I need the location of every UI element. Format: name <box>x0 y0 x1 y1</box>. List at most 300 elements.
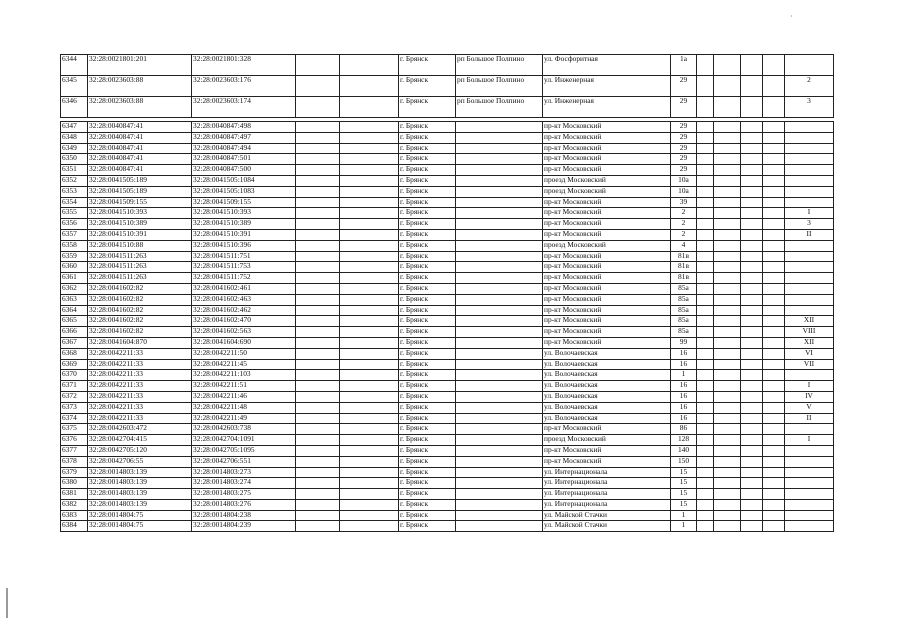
cell-parcel-number: 32:28:0014804:75 <box>88 521 192 532</box>
cell-settlement <box>456 413 543 424</box>
cell-empty <box>697 348 714 359</box>
cell-empty <box>697 327 714 338</box>
cell-empty <box>763 391 785 402</box>
cell-settlement <box>456 424 543 435</box>
cell-empty <box>296 175 340 186</box>
cell-unit <box>785 186 834 197</box>
cell-unit: 3 <box>785 219 834 230</box>
cell-city: г. Брянск <box>399 143 456 154</box>
cell-empty <box>741 219 763 230</box>
cell-empty <box>714 316 741 327</box>
cell-empty <box>714 240 741 251</box>
cell-object-number: 32:28:0041602:563 <box>192 327 296 338</box>
cell-empty <box>763 76 785 97</box>
cell-object-number: 32:28:0041602:470 <box>192 316 296 327</box>
cell-settlement: рп Большое Полпино <box>456 97 543 118</box>
cell-empty <box>714 521 741 532</box>
cell-empty <box>741 510 763 521</box>
cell-street: пр-кт Московский <box>543 305 671 316</box>
cell-house: 29 <box>671 132 697 143</box>
cell-empty <box>741 229 763 240</box>
cell-empty <box>714 283 741 294</box>
cell-street: ул. Волочаевская <box>543 370 671 381</box>
cell-settlement <box>456 510 543 521</box>
cell-empty <box>714 175 741 186</box>
cell-empty <box>763 337 785 348</box>
cell-empty <box>340 55 399 76</box>
table-row <box>61 467 834 478</box>
cell-parcel-number: 32:28:0041602:82 <box>88 327 192 338</box>
table-row <box>61 143 834 154</box>
cell-empty <box>714 445 741 456</box>
cell-empty <box>296 489 340 500</box>
cell-empty <box>296 359 340 370</box>
cell-street: ул. Майской Стачки <box>543 510 671 521</box>
table-row <box>61 208 834 219</box>
cell-parcel-number: 32:28:0042706:55 <box>88 456 192 467</box>
cell-settlement <box>456 348 543 359</box>
cell-settlement: рп Большое Полпино <box>456 76 543 97</box>
cell-house: 85а <box>671 305 697 316</box>
cell-parcel-number: 32:28:0014804:75 <box>88 510 192 521</box>
cell-parcel-number: 32:28:0042211:33 <box>88 370 192 381</box>
cell-city: г. Брянск <box>399 370 456 381</box>
cell-row-number: 6384 <box>61 521 88 532</box>
cell-empty <box>340 316 399 327</box>
table-row <box>61 391 834 402</box>
cell-unit: II <box>785 413 834 424</box>
cell-row-number: 6360 <box>61 262 88 273</box>
cell-parcel-number: 32:28:0014803:139 <box>88 499 192 510</box>
cell-object-number: 32:28:0040847:500 <box>192 165 296 176</box>
cell-house: 10а <box>671 175 697 186</box>
cell-empty <box>697 456 714 467</box>
cell-house: 16 <box>671 381 697 392</box>
cell-empty <box>296 283 340 294</box>
table-row <box>61 273 834 284</box>
cell-unit: I <box>785 208 834 219</box>
cell-empty <box>763 348 785 359</box>
cell-city: г. Брянск <box>399 229 456 240</box>
cell-empty <box>714 305 741 316</box>
cell-empty <box>741 305 763 316</box>
cell-empty <box>763 370 785 381</box>
cell-empty <box>697 391 714 402</box>
cell-empty <box>741 467 763 478</box>
table-row <box>61 175 834 186</box>
cell-empty <box>763 316 785 327</box>
cell-city: г. Брянск <box>399 55 456 76</box>
cell-city: г. Брянск <box>399 337 456 348</box>
cell-row-number: 6370 <box>61 370 88 381</box>
cell-row-number: 6354 <box>61 197 88 208</box>
register-sheet <box>60 54 834 532</box>
cell-empty <box>763 273 785 284</box>
cell-empty <box>763 143 785 154</box>
cell-house: 15 <box>671 467 697 478</box>
cell-empty <box>296 370 340 381</box>
cell-empty <box>714 499 741 510</box>
cell-empty <box>697 402 714 413</box>
cell-unit: VII <box>785 359 834 370</box>
cell-empty <box>340 402 399 413</box>
cell-settlement <box>456 165 543 176</box>
cell-empty <box>697 294 714 305</box>
cell-settlement <box>456 478 543 489</box>
cell-empty <box>340 208 399 219</box>
cell-empty <box>296 467 340 478</box>
cell-unit <box>785 251 834 262</box>
table-row <box>61 499 834 510</box>
cell-empty <box>714 132 741 143</box>
cell-row-number: 6345 <box>61 76 88 97</box>
table-row <box>61 381 834 392</box>
cell-city: г. Брянск <box>399 499 456 510</box>
cell-street: пр-кт Московский <box>543 283 671 294</box>
cell-house: 1 <box>671 521 697 532</box>
table-row <box>61 97 834 118</box>
cell-unit: 3 <box>785 97 834 118</box>
cell-empty <box>697 381 714 392</box>
cell-street: пр-кт Московский <box>543 208 671 219</box>
cell-empty <box>296 381 340 392</box>
cell-object-number: 32:28:0042706:551 <box>192 456 296 467</box>
cell-unit: VI <box>785 348 834 359</box>
cell-empty <box>697 413 714 424</box>
cell-settlement <box>456 381 543 392</box>
cell-empty <box>763 55 785 76</box>
cell-empty <box>763 122 785 133</box>
cell-empty <box>714 76 741 97</box>
cell-street: ул. Фосфоритная <box>543 55 671 76</box>
cell-settlement <box>456 262 543 273</box>
cell-parcel-number: 32:28:0041511:263 <box>88 251 192 262</box>
cell-unit: 2 <box>785 76 834 97</box>
cell-house: 15 <box>671 478 697 489</box>
cell-empty <box>697 143 714 154</box>
cell-unit: V <box>785 402 834 413</box>
table-row <box>61 402 834 413</box>
cell-parcel-number: 32:28:0041505:189 <box>88 186 192 197</box>
cell-city: г. Брянск <box>399 122 456 133</box>
table-row <box>61 251 834 262</box>
cell-empty <box>763 445 785 456</box>
table-row <box>61 435 834 446</box>
cell-object-number: 32:28:0014803:274 <box>192 478 296 489</box>
cell-unit <box>785 175 834 186</box>
cell-city: г. Брянск <box>399 97 456 118</box>
cell-street: пр-кт Московский <box>543 143 671 154</box>
cell-empty <box>340 348 399 359</box>
cell-empty <box>741 478 763 489</box>
cell-city: г. Брянск <box>399 175 456 186</box>
cell-city: г. Брянск <box>399 424 456 435</box>
cell-empty <box>741 327 763 338</box>
cell-object-number: 32:28:0041510:396 <box>192 240 296 251</box>
cell-empty <box>763 402 785 413</box>
cell-empty <box>340 337 399 348</box>
cell-parcel-number: 32:28:0040847:41 <box>88 154 192 165</box>
cell-unit <box>785 499 834 510</box>
cell-empty <box>714 186 741 197</box>
cell-empty <box>340 197 399 208</box>
cell-city: г. Брянск <box>399 251 456 262</box>
cell-empty <box>763 359 785 370</box>
cell-house: 140 <box>671 445 697 456</box>
cell-object-number: 32:28:0041602:461 <box>192 283 296 294</box>
cell-empty <box>741 262 763 273</box>
cell-empty <box>741 197 763 208</box>
cell-empty <box>741 489 763 500</box>
cell-parcel-number: 32:28:0023603:88 <box>88 97 192 118</box>
cell-parcel-number: 32:28:0041510:389 <box>88 219 192 230</box>
cell-unit <box>785 197 834 208</box>
cell-object-number: 32:28:0014803:275 <box>192 489 296 500</box>
cell-unit <box>785 240 834 251</box>
cell-house: 81в <box>671 262 697 273</box>
cell-parcel-number: 32:28:0041511:263 <box>88 262 192 273</box>
cell-empty <box>296 435 340 446</box>
cell-empty <box>340 143 399 154</box>
cell-empty <box>741 370 763 381</box>
cell-row-number: 6350 <box>61 154 88 165</box>
cell-empty <box>340 305 399 316</box>
cell-settlement <box>456 489 543 500</box>
cell-empty <box>296 229 340 240</box>
cell-parcel-number: 32:28:0042211:33 <box>88 391 192 402</box>
table-row <box>61 359 834 370</box>
cell-empty <box>296 55 340 76</box>
cell-empty <box>296 391 340 402</box>
cell-row-number: 6381 <box>61 489 88 500</box>
cell-empty <box>714 219 741 230</box>
cell-parcel-number: 32:28:0042211:33 <box>88 413 192 424</box>
table-row <box>61 424 834 435</box>
cell-unit <box>785 294 834 305</box>
cell-empty <box>741 359 763 370</box>
cell-house: 85а <box>671 283 697 294</box>
cell-row-number: 6351 <box>61 165 88 176</box>
cell-street: пр-кт Московский <box>543 197 671 208</box>
cell-row-number: 6348 <box>61 132 88 143</box>
cell-object-number: 32:28:0041509:155 <box>192 197 296 208</box>
cell-parcel-number: 32:28:0014803:139 <box>88 489 192 500</box>
table-row <box>61 370 834 381</box>
cell-parcel-number: 32:28:0042211:33 <box>88 402 192 413</box>
cell-row-number: 6375 <box>61 424 88 435</box>
cell-house: 16 <box>671 348 697 359</box>
cell-row-number: 6361 <box>61 273 88 284</box>
cell-object-number: 32:28:0014803:276 <box>192 499 296 510</box>
cell-empty <box>340 391 399 402</box>
cell-object-number: 32:28:0042211:46 <box>192 391 296 402</box>
cell-settlement <box>456 456 543 467</box>
cell-unit <box>785 55 834 76</box>
cell-street: пр-кт Московский <box>543 262 671 273</box>
cell-settlement <box>456 240 543 251</box>
cell-empty <box>296 402 340 413</box>
cell-house: 2 <box>671 219 697 230</box>
cell-city: г. Брянск <box>399 456 456 467</box>
cell-street: проезд Московский <box>543 435 671 446</box>
table-row <box>61 186 834 197</box>
cell-unit <box>785 456 834 467</box>
cell-parcel-number: 32:28:0042211:33 <box>88 348 192 359</box>
cell-empty <box>340 186 399 197</box>
cell-empty <box>340 359 399 370</box>
cell-row-number: 6353 <box>61 186 88 197</box>
cell-city: г. Брянск <box>399 240 456 251</box>
cell-empty <box>340 370 399 381</box>
cell-parcel-number: 32:28:0023603:88 <box>88 76 192 97</box>
table-row <box>61 327 834 338</box>
cell-empty <box>296 327 340 338</box>
cell-empty <box>296 76 340 97</box>
cell-unit: XII <box>785 337 834 348</box>
cell-parcel-number: 32:28:0041602:82 <box>88 294 192 305</box>
cell-unit <box>785 424 834 435</box>
cell-empty <box>697 97 714 118</box>
cell-empty <box>741 521 763 532</box>
cell-empty <box>296 424 340 435</box>
cell-unit <box>785 132 834 143</box>
cell-empty <box>697 273 714 284</box>
cell-unit: XII <box>785 316 834 327</box>
cell-empty <box>697 208 714 219</box>
cell-house: 99 <box>671 337 697 348</box>
table-row <box>61 122 834 133</box>
cell-parcel-number: 32:28:0041509:155 <box>88 197 192 208</box>
cell-parcel-number: 32:28:0040847:41 <box>88 132 192 143</box>
cell-empty <box>296 316 340 327</box>
cell-empty <box>714 251 741 262</box>
cell-city: г. Брянск <box>399 327 456 338</box>
table-row <box>61 76 834 97</box>
table-row <box>61 337 834 348</box>
cell-empty <box>763 186 785 197</box>
cell-empty <box>340 294 399 305</box>
cell-object-number: 32:28:0041604:690 <box>192 337 296 348</box>
cell-street: пр-кт Московский <box>543 445 671 456</box>
cell-empty <box>697 435 714 446</box>
cell-empty <box>697 55 714 76</box>
cell-empty <box>741 402 763 413</box>
cell-object-number: 32:28:0041602:463 <box>192 294 296 305</box>
cell-city: г. Брянск <box>399 283 456 294</box>
cell-empty <box>697 489 714 500</box>
cell-empty <box>296 510 340 521</box>
cell-empty <box>763 327 785 338</box>
cell-empty <box>697 478 714 489</box>
cell-empty <box>296 143 340 154</box>
table-row <box>61 197 834 208</box>
cell-empty <box>697 337 714 348</box>
table-row <box>61 262 834 273</box>
cell-settlement <box>456 251 543 262</box>
cell-empty <box>741 76 763 97</box>
table-row <box>61 55 834 76</box>
cell-street: пр-кт Московский <box>543 337 671 348</box>
cell-empty <box>763 208 785 219</box>
cell-object-number: 32:28:0040847:501 <box>192 154 296 165</box>
cell-empty <box>741 337 763 348</box>
cell-parcel-number: 32:28:0042211:33 <box>88 381 192 392</box>
table-row <box>61 294 834 305</box>
cell-parcel-number: 32:28:0040847:41 <box>88 143 192 154</box>
cell-empty <box>340 165 399 176</box>
cell-house: 29 <box>671 165 697 176</box>
cell-street: ул. Волочаевская <box>543 359 671 370</box>
cell-empty <box>340 489 399 500</box>
cell-empty <box>697 499 714 510</box>
cell-empty <box>697 424 714 435</box>
cell-empty <box>296 132 340 143</box>
cell-street: проезд Московский <box>543 186 671 197</box>
cell-object-number: 32:28:0041510:391 <box>192 229 296 240</box>
cell-unit <box>785 273 834 284</box>
cell-city: г. Брянск <box>399 359 456 370</box>
cell-unit: I <box>785 381 834 392</box>
cell-empty <box>763 467 785 478</box>
cell-empty <box>714 229 741 240</box>
cell-settlement <box>456 499 543 510</box>
cell-object-number: 32:28:0042211:103 <box>192 370 296 381</box>
cell-city: г. Брянск <box>399 381 456 392</box>
cell-object-number: 32:28:0042211:51 <box>192 381 296 392</box>
cell-empty <box>697 154 714 165</box>
cell-empty <box>714 122 741 133</box>
cell-empty <box>697 283 714 294</box>
cell-empty <box>763 499 785 510</box>
table-row <box>61 445 834 456</box>
cell-city: г. Брянск <box>399 197 456 208</box>
cell-parcel-number: 32:28:0041602:82 <box>88 283 192 294</box>
cell-empty <box>763 305 785 316</box>
cell-settlement <box>456 283 543 294</box>
cell-house: 16 <box>671 402 697 413</box>
cell-row-number: 6376 <box>61 435 88 446</box>
cell-street: ул. Инженерная <box>543 76 671 97</box>
corner-mark: · <box>790 12 793 21</box>
cell-parcel-number: 32:28:0041510:393 <box>88 208 192 219</box>
table-row <box>61 348 834 359</box>
cell-empty <box>697 370 714 381</box>
cell-empty <box>763 154 785 165</box>
cell-empty <box>697 467 714 478</box>
cell-empty <box>763 381 785 392</box>
cell-parcel-number: 32:28:0041511:263 <box>88 273 192 284</box>
cell-unit <box>785 143 834 154</box>
cell-street: пр-кт Московский <box>543 165 671 176</box>
cell-empty <box>340 424 399 435</box>
cell-house: 85а <box>671 327 697 338</box>
cell-parcel-number: 32:28:0040847:41 <box>88 165 192 176</box>
cell-empty <box>697 359 714 370</box>
cell-unit <box>785 122 834 133</box>
cell-house: 81в <box>671 273 697 284</box>
cell-row-number: 6382 <box>61 499 88 510</box>
cell-city: г. Брянск <box>399 165 456 176</box>
cell-empty <box>763 283 785 294</box>
cell-empty <box>714 262 741 273</box>
cell-street: ул. Волочаевская <box>543 391 671 402</box>
cell-city: г. Брянск <box>399 348 456 359</box>
cell-street: ул. Интернационала <box>543 467 671 478</box>
cell-empty <box>697 186 714 197</box>
cell-empty <box>697 316 714 327</box>
cell-city: г. Брянск <box>399 294 456 305</box>
cell-unit <box>785 283 834 294</box>
